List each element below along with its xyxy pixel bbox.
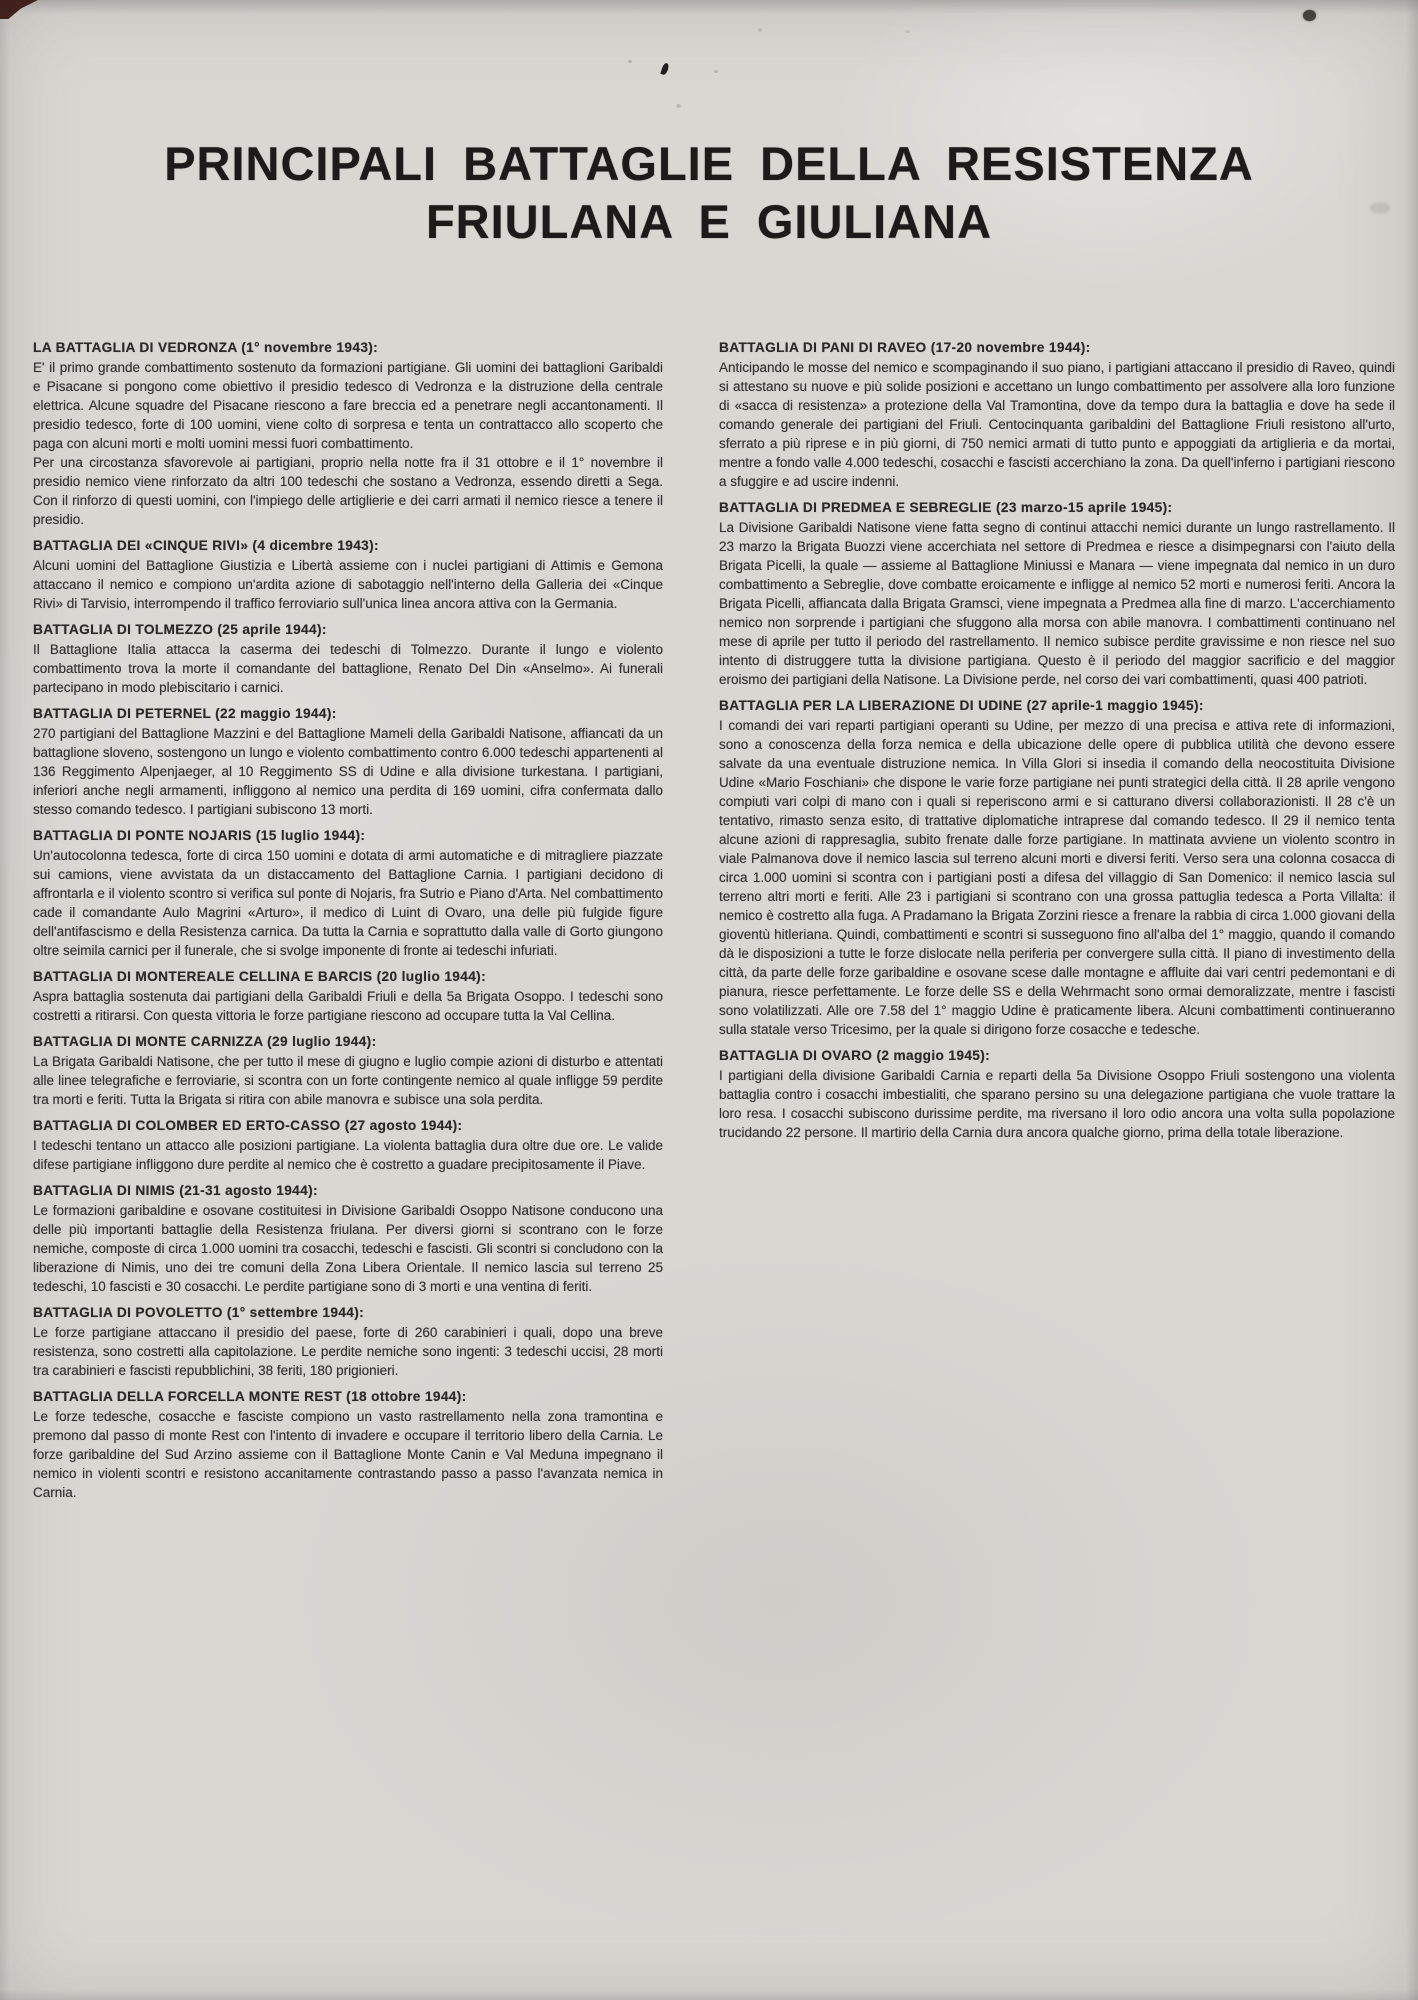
- battle-section: [33, 704, 663, 819]
- battle-paragraph: Aspra battaglia sostenuta dai partigiani della Garibaldi Friuli e della 5a Brigata Osoppo. I tedeschi sono costretti a ritirarsi. Con questa vittoria le forze partigiane riescono ad occupare tutta la Val Cellina.: [33, 989, 663, 1023]
- battle-paragraph: Anticipando le mosse del nemico e scompaginando il suo piano, i partigiani attaccano il presidio di Raveo, quindi si attestano su nuove e più solide posizioni e accettano un lungo combattimento per assolvere alla loro funzione di «sacca di resistenza» a protezione della Val Tramontina, dove da tempo dura la battaglia e dove ha sede il comando generale dei partigiani del Friuli. Centocinquanta garibaldini del Battaglione Friuli resistono all'urto, sferrato a più riprese e in più giorni, di 750 nemici armati di tutto punto e appoggiati da artiglieria e da mortai, mentre a fondo valle 4.000 tedeschi, cosacchi e fascisti accerchiano la zona. Da quell'inferno i partigiani riescono a sfuggire e ad uscire indenni.: [719, 360, 1395, 489]
- battle-section: [33, 1303, 663, 1380]
- page-title-line1: PRINCIPALI BATTAGLIE DELLA RESISTENZA: [164, 137, 1254, 191]
- battle-heading: BATTAGLIA PER LA LIBERAZIONE DI UDINE (27 aprile-1 maggio 1945):: [719, 698, 1204, 713]
- battle-heading: BATTAGLIA DI OVARO (2 maggio 1945):: [719, 1048, 991, 1063]
- battle-section: [33, 536, 663, 613]
- battle-section: [33, 1387, 663, 1502]
- battle-section: [33, 1181, 663, 1296]
- battle-section: [719, 1046, 1395, 1142]
- battle-section: [719, 498, 1395, 689]
- page-title-line2: FRIULANA E GIULIANA: [425, 195, 993, 249]
- battle-section: [33, 620, 663, 697]
- battle-heading: BATTAGLIA DI PREDMEA E SEBREGLIE (23 marzo-15 aprile 1945):: [719, 500, 1173, 515]
- scan-speck: [714, 70, 718, 73]
- battle-heading: BATTAGLIA DI TOLMEZZO (25 aprile 1944):: [33, 622, 327, 637]
- battle-heading: BATTAGLIA DELLA FORCELLA MONTE REST (18 ottobre 1944):: [33, 1389, 467, 1404]
- battle-paragraph: Il Battaglione Italia attacca la caserma dei tedeschi di Tolmezzo. Durante il lungo e violento combattimento trova la morte il comandante del battaglione, Renato Del Din «Anselmo». Ai funerali partecipano in modo plebiscitario i carnici.: [33, 642, 663, 695]
- battle-heading: BATTAGLIA DI COLOMBER ED ERTO-CASSO (27 agosto 1944):: [33, 1118, 463, 1133]
- scan-dot-mark: [1303, 10, 1316, 21]
- battle-paragraph: Le formazioni garibaldine e osovane costituitesi in Divisione Garibaldi Osoppo Natisone conducono una delle più importanti battaglie della Resistenza friulana. Per diversi giorni si scontrano con le forze nemiche, composte di circa 1.000 uomini tra cosacchi, tedeschi e fascisti. Gli scontri si concludono con la liberazione di Nimis, uno dei tre comuni della Zona Libera Orientale. Il nemico lascia sul terreno 25 tedeschi, 10 fascisti e 30 cosacchi. Le perdite partigiane sono di 3 morti e una ventina di feriti.: [33, 1203, 663, 1294]
- scan-ink-speck: [660, 62, 669, 75]
- battle-section: [33, 338, 663, 529]
- battle-paragraph: Le forze partigiane attaccano il presidio del paese, forte di 260 carabinieri i quali, dopo una breve resistenza, sono costretti alla capitolazione. Le perdite nemiche sono ingenti: 3 tedeschi uccisi, 28 morti tra carabinieri e fascisti repubblichini, 38 feriti, 180 prigionieri.: [33, 1325, 663, 1378]
- scan-corner-mark: [0, 0, 38, 19]
- battle-paragraph: Per una circostanza sfavorevole ai partigiani, proprio nella notte fra il 31 ottobre e il 1° novembre il presidio nemico viene rinforzato da altri 100 tedeschi che sostano a Vedronza, essendo diretti a Sega. Con il rinforzo di questi uomini, con l'impiego delle artiglierie e dei carri armati il nemico riesce a tenere il presidio.: [33, 455, 663, 527]
- battle-paragraph: La Brigata Garibaldi Natisone, che per tutto il mese di giugno e luglio compie azioni di disturbo e attentati alle linee telegrafiche e ferroviarie, si scontra con un forte contingente nemico al quale infligge 59 perdite tra morti e feriti. Tutta la Brigata si ritira con abile manovra e subisce una sola perdita.: [33, 1054, 663, 1107]
- battle-heading: BATTAGLIA DI PANI DI RAVEO (17-20 novembre 1944):: [719, 340, 1091, 355]
- battle-paragraph: La Divisione Garibaldi Natisone viene fatta segno di continui attacchi nemici durante un lungo rastrellamento. Il 23 marzo la Brigata Buozzi viene accerchiata nel settore di Predmea e riesce a disimpegnarsi con l'aiuto della Brigata Picelli, la quale — assieme al Battaglione Miniussi e Manara — viene impegnata dal nemico in un duro combattimento a Sebreglie, dove combatte eroicamente e infligge al nemico 52 morti e numerosi feriti. Ancora la Brigata Picelli, affiancata dalla Brigata Gramsci, viene impegnata a Predmea alla fine di marzo. L'accerchiamento nemico non sorprende i partigiani che sfuggono alla morsa con abile manovra. I combattimenti continuano nel mese di aprile per tutto il periodo del rastrellamento. Il nemico subisce perdite gravissime e non riesce nel suo intento di distruggere tutta la divisione partigiana. Questo è il periodo del maggior sacrificio e del maggior eroismo dei partigiani della Natisone. La Divisione perde, nel corso dei vari combattimenti, quasi 400 patrioti.: [719, 520, 1395, 687]
- battle-heading: BATTAGLIA DI PONTE NOJARIS (15 luglio 1944):: [33, 828, 366, 843]
- battle-section: [33, 1116, 663, 1174]
- battle-section: [33, 967, 663, 1025]
- battle-paragraph: Alcuni uomini del Battaglione Giustizia e Libertà assieme con i nuclei partigiani di Attimis e Gemona attaccano il nemico e compiono un'ardita azione di sabotaggio nell'interno della Galleria dei «Cinque Rivi» di Tarvisio, interrompendo il traffico ferroviario sull'unica linea ancora attiva con la Germania.: [33, 558, 663, 611]
- right-column: [719, 338, 1395, 1142]
- battle-heading: BATTAGLIA DI NIMIS (21-31 agosto 1944):: [33, 1183, 318, 1198]
- battle-section: [719, 338, 1395, 491]
- battle-paragraph: E' il primo grande combattimento sostenuto da formazioni partigiane. Gli uomini dei battaglioni Garibaldi e Pisacane si pongono come obiettivo il presidio tedesco di Vedronza e la distruzione della centrale elettrica. Alcune squadre del Pisacane riescono a fare breccia ed a penetrare negli accantonamenti. Il presidio tedesco, forte di 100 uomini, viene colto di sorpresa e tenta un contrattacco allo scoperto che paga con alcuni morti e molti uomini messi fuori combattimento.: [33, 360, 663, 451]
- battle-section: [33, 826, 663, 960]
- battle-heading: LA BATTAGLIA DI VEDRONZA (1° novembre 1943):: [33, 340, 379, 355]
- battle-heading: BATTAGLIA DI MONTE CARNIZZA (29 luglio 1944):: [33, 1034, 377, 1049]
- scan-speck: [628, 60, 632, 63]
- battle-heading: BATTAGLIA DI PETERNEL (22 maggio 1944):: [33, 706, 337, 721]
- scan-speck: [905, 30, 910, 33]
- page-title: [0, 135, 1418, 251]
- battle-paragraph: 270 partigiani del Battaglione Mazzini e del Battaglione Mameli della Garibaldi Natisone, affiancati da un battaglione sloveno, sostengono un lungo e violento combattimento contro 6.000 tedeschi appartenenti al 136 Reggimento Alpenjaeger, al 10 Reggimento SS di Udine e alla divisione turkestana. I partigiani, inferiori anche negli armamenti, infliggono al nemico una perdita di 169 uomini, cifra confermata dallo stesso comando tedesco. I partigiani subiscono 13 morti.: [33, 726, 663, 817]
- scan-speck: [758, 28, 762, 32]
- battle-paragraph: I comandi dei vari reparti partigiani operanti su Udine, per mezzo di una precisa e attiva rete di informazioni, sono a conoscenza della forza nemica e della ubicazione delle opere di pubblica utilità che devono essere salvate da una eventuale distruzione nemica. In Villa Glori si insedia il comando della neocostituita Divisione Udine «Mario Foschiani» che dispone le varie forze partigiane nei punti strategici della città. Il 28 aprile vengono compiuti vari colpi di mano con i quali si reperiscono armi e si catturano diversi collaborazionisti. Il 28 c'è un tentativo, rimasto senza esito, di trattative diplomatiche intraprese dal comando tedesco. Il 29 il nemico tenta alcune azioni di rappresaglia, subito frenate dalle forze partigiane. In mattinata avviene un violento scontro in viale Palmanova dove il nemico lascia sul terreno alcuni morti e diversi feriti. Verso sera una colonna cosacca di circa 1.000 uomini si scontra con i partigiani posti a difesa del villaggio di San Domenico: il nemico lascia sul terreno altri morti e feriti. Alle 23 i partigiani si scontrano con una grossa pattuglia tedesca a Porta Villalta: il nemico è costretto alla fuga. A Pradamano la Brigata Zorzini riesce a frenare la rabbia di circa 1.000 giovani della gioventù hitleriana. Quindi, combattimenti e scontri si susseguono fino all'alba del 1° maggio, quando il comando dà le disposizioni a tutte le forze dislocate nella periferia per convergere sulla città. Il piano di investimento della città, da parte delle forze garibaldine e osovane scese dalle montagne e affluite dai vari centri pedemontani e di pianura, riesce perfettamente. Le forze delle SS e della Wehrmacht sono ormai demoralizzate, mentre i fascisti sono volatilizzati. Alle ore 7.58 del 1° maggio Udine è praticamente libera. Alcuni combattimenti continueranno sulla statale verso Tricesimo, per la quale si dirigono forze cosacche e tedesche.: [719, 718, 1395, 1037]
- battle-heading: BATTAGLIA DEI «CINQUE RIVI» (4 dicembre 1943):: [33, 538, 379, 553]
- battle-paragraph: I partigiani della divisione Garibaldi Carnia e reparti della 5a Divisione Osoppo Friuli sostengono una violenta battaglia contro i cosacchi imbestialiti, che sparano persino su una delegazione partigiana che vuole trattare la loro resa. I cosacchi subiscono durissime perdite, ma riversano il loro odio ancora una volta sulla popolazione trucidando 22 persone. Il martirio della Carnia dura ancora qualche giorno, prima della totale liberazione.: [719, 1068, 1395, 1140]
- battle-heading: BATTAGLIA DI POVOLETTO (1° settembre 1944):: [33, 1305, 365, 1320]
- battle-section: [719, 696, 1395, 1039]
- battle-section: [33, 1032, 663, 1109]
- battle-heading: BATTAGLIA DI MONTEREALE CELLINA E BARCIS (20 luglio 1944):: [33, 969, 486, 984]
- scan-speck: [676, 104, 681, 108]
- battle-paragraph: I tedeschi tentano un attacco alle posizioni partigiane. La violenta battaglia dura oltre due ore. Le valide difese partigiane infliggono dure perdite al nemico che è costretto a guadare precipitosamente il Piave.: [33, 1138, 663, 1172]
- battle-paragraph: Un'autocolonna tedesca, forte di circa 150 uomini e dotata di armi automatiche e di mitragliere piazzate sui camions, viene avvistata da un distaccamento del Battaglione Carnia. I partigiani decidono di affrontarla e il violento scontro si verifica sul ponte di Nojaris, fra Sutrio e Piano d'Arta. Nel combattimento cade il comandante Aulo Magrini «Arturo», il medico di Luint di Ovaro, una delle più fulgide figure dell'antifascismo e della Resistenza carnica. Da tutta la Carnia e soprattutto dalla valle di Gorto giungono oltre seimila carnici per il funerale, che si svolge imponente di fronte ai tedeschi infuriati.: [33, 848, 663, 958]
- battle-paragraph: Le forze tedesche, cosacche e fasciste compiono un vasto rastrellamento nella zona tramontina e premono dal passo di monte Rest con l'intento di invadere e occupare il territorio libero della Carnia. Le forze garibaldine del Sud Arzino assieme con il Battaglione Monte Canin e Val Meduna impegnano il nemico in violenti scontri e resistono accanitamente contrastando passo a passo l'avanzata nemica in Carnia.: [33, 1409, 663, 1500]
- left-column: [33, 338, 663, 1502]
